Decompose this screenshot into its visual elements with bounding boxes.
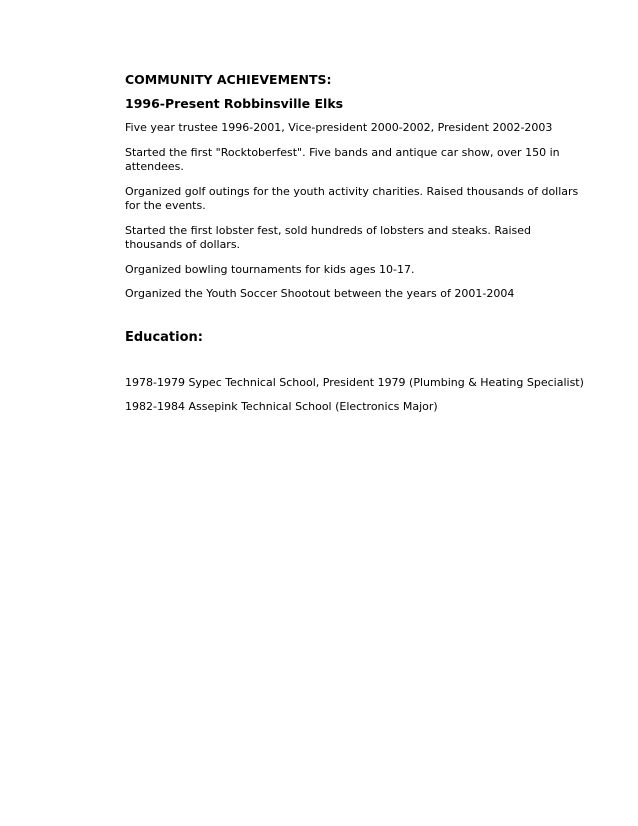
achievement-item: Started the first lobster fest, sold hundreds of lobsters and steaks. Raised thousands of dollars. (125, 223, 532, 251)
achievement-item: Five year trustee 1996-2001, Vice-president 2000-2002, President 2002-2003 (125, 121, 553, 134)
achievement-item: Organized the Youth Soccer Shootout between the years of 2001-2004 (125, 287, 515, 300)
education-item: 1982-1984 Assepink Technical School (Electronics Major) (125, 400, 438, 413)
education-item: 1978-1979 Sypec Technical School, President 1979 (Plumbing & Heating Specialist) (125, 375, 584, 389)
document-content (125, 72, 585, 425)
education-heading: Education: (125, 329, 203, 345)
achievement-item: Organized golf outings for the youth activity charities. Raised thousands of dollars for the events. (125, 184, 579, 212)
achievement-item: Organized bowling tournaments for kids ages 10-17. (125, 262, 415, 276)
achievement-item: Started the first "Rocktoberfest". Five bands and antique car show, over 150 in attendees. (125, 145, 560, 173)
elks-subheading: 1996-Present Robbinsville Elks (125, 96, 344, 111)
community-achievements-heading: COMMUNITY ACHIEVEMENTS: (125, 72, 332, 87)
